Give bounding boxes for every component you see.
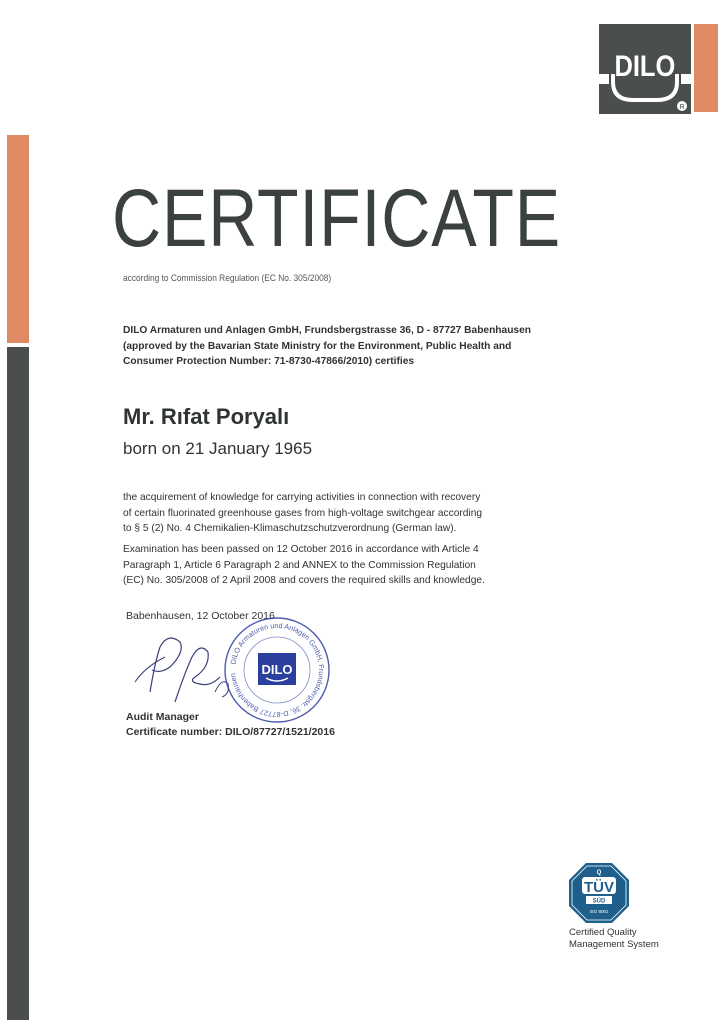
left-accent-bar-dark	[7, 347, 29, 1020]
signer-role: Audit Manager	[126, 711, 199, 723]
certificate-title: CERTIFICATE	[112, 173, 562, 264]
certification-scope	[123, 490, 563, 537]
exam-line: Examination has been passed on 12 October 2016 in accordance with Article 4	[123, 544, 479, 555]
certificate-subtitle: according to Commission Regulation (EC No. 305/2008)	[123, 273, 332, 284]
company-stamp	[222, 615, 332, 725]
exam-line: Paragraph 1, Article 6 Paragraph 2 and ANNEX to the Commission Regulation	[123, 559, 476, 571]
stamp-ring-text: DILO Armaturen und Anlagen GmbH, Frundsbergstr. 36, D-87727 Babenhausen	[228, 620, 327, 720]
tuv-sub-text: SÜD	[592, 898, 606, 905]
tuv-caption-line: Management System	[569, 939, 659, 950]
certificate-number: Certificate number: DILO/87727/1521/2016	[126, 726, 335, 738]
stamp-logo-text: DILO	[261, 662, 293, 677]
logo-accent-bar-orange	[694, 24, 718, 112]
issuer-line: (approved by the Bavarian State Ministry for the Environment, Public Health and	[123, 340, 512, 352]
tuv-caption-line: Certified Quality	[569, 927, 637, 938]
examination-statement	[123, 542, 563, 589]
tuv-top-letter: Q	[596, 870, 602, 876]
registered-mark: R	[679, 104, 685, 111]
issuer-line: DILO Armaturen und Anlagen GmbH, Frundsbergstrasse 36, D - 87727 Babenhausen	[123, 325, 531, 336]
recipient-name: Mr. Rıfat Poryalı	[123, 404, 290, 429]
tuv-main-text: TÜV	[584, 879, 614, 896]
issuer-statement	[123, 323, 563, 370]
scope-line: to § 5 (2) No. 4 Chemikalien-Klimaschutzschutzverordnung (German law).	[123, 523, 457, 534]
tuv-bottom-text: ISO 9001	[589, 909, 609, 914]
tuv-sud-badge	[568, 862, 630, 924]
dilo-logo	[599, 24, 691, 114]
scope-line: the acquirement of knowledge for carrying activities in connection with recovery	[123, 492, 481, 503]
issuer-line: Consumer Protection Number: 71-8730-47866/2010) certifies	[123, 356, 415, 367]
scope-line: of certain fluorinated greenhouse gases from high-voltage switchgear according	[123, 507, 483, 519]
place-and-date: Babenhausen, 12 October 2016	[126, 610, 275, 622]
tuv-caption	[569, 927, 659, 951]
exam-line: (EC) No. 305/2008 of 2 April 2008 and covers the required skills and knowledge.	[123, 575, 485, 586]
logo-text: DILO	[614, 49, 676, 83]
recipient-birth-date: born on 21 January 1965	[123, 439, 313, 458]
left-accent-bar-orange	[7, 135, 29, 343]
